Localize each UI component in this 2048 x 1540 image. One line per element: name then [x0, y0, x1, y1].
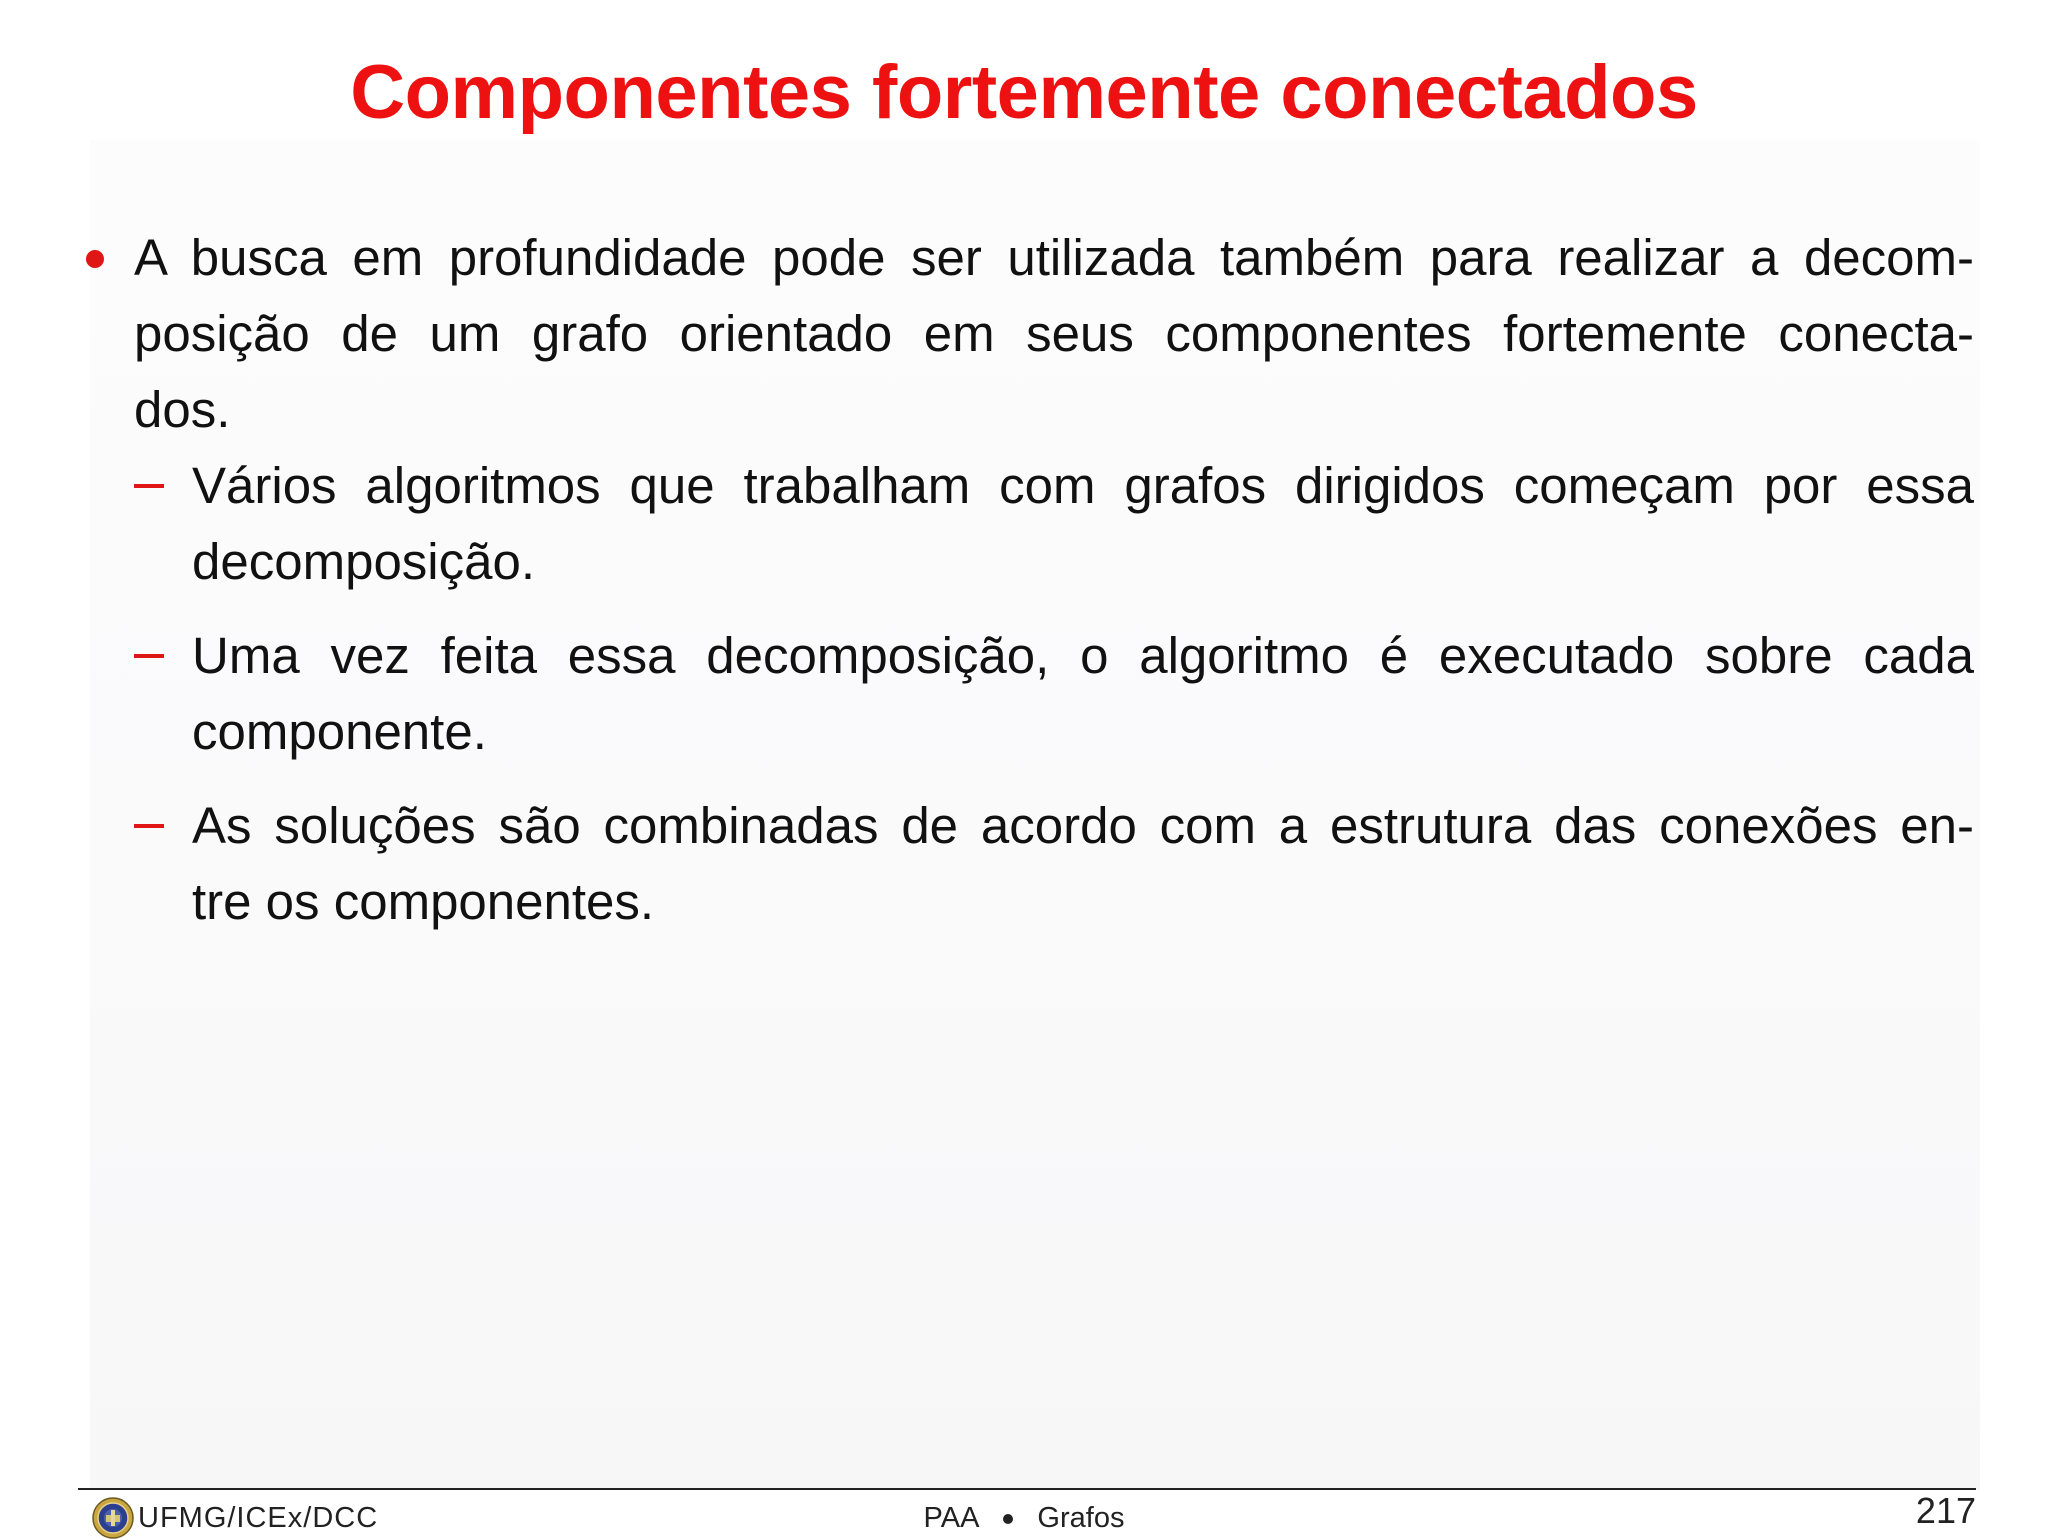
dash-marker-icon [134, 654, 164, 658]
subbullet-item [134, 448, 1974, 600]
dash-marker-icon [134, 824, 164, 828]
subbullet-line-1: Vários algoritmos que trabalham com grafos dirigidos começam por essa [192, 457, 1974, 514]
page-number: 217 [1915, 1490, 1976, 1531]
slide-content [84, 220, 1974, 958]
main-bullet-line-1: A busca em profundidade pode ser utilizada também para realizar a decom- [134, 229, 1974, 286]
dash-marker-icon [134, 484, 164, 488]
slide-title: Componentes fortemente conectados [350, 50, 1698, 135]
subbullet-line-2: tre os componentes. [192, 873, 655, 930]
subbullet-line-1: Uma vez feita essa decomposição, o algoritmo é executado sobre cada [192, 627, 1974, 684]
footer-divider [78, 1488, 1976, 1490]
bullet-dot-icon [86, 250, 104, 268]
subbullet-line-2: decomposição. [192, 533, 536, 590]
subbullet-line-2: componente. [192, 703, 487, 760]
main-bullet-line-2: posição de um grafo orientado em seus componentes fortemente conecta- [134, 305, 1974, 362]
subbullet-item [134, 618, 1974, 770]
footer-topic-label: Grafos [1037, 1501, 1125, 1534]
main-bullet [84, 220, 1974, 448]
subbullet-line-1: As soluções são combinadas de acordo com a estrutura das conexões en- [192, 797, 1974, 854]
main-bullet-line-3: dos. [134, 381, 231, 438]
subbullet-list [84, 448, 1974, 940]
bullet-separator-icon [1003, 1514, 1013, 1524]
subbullet-item [134, 788, 1974, 940]
footer-course [0, 1496, 2048, 1540]
footer-institution-label: UFMG/ICEx/DCC [138, 1501, 379, 1534]
footer-course-label: PAA [923, 1501, 980, 1534]
